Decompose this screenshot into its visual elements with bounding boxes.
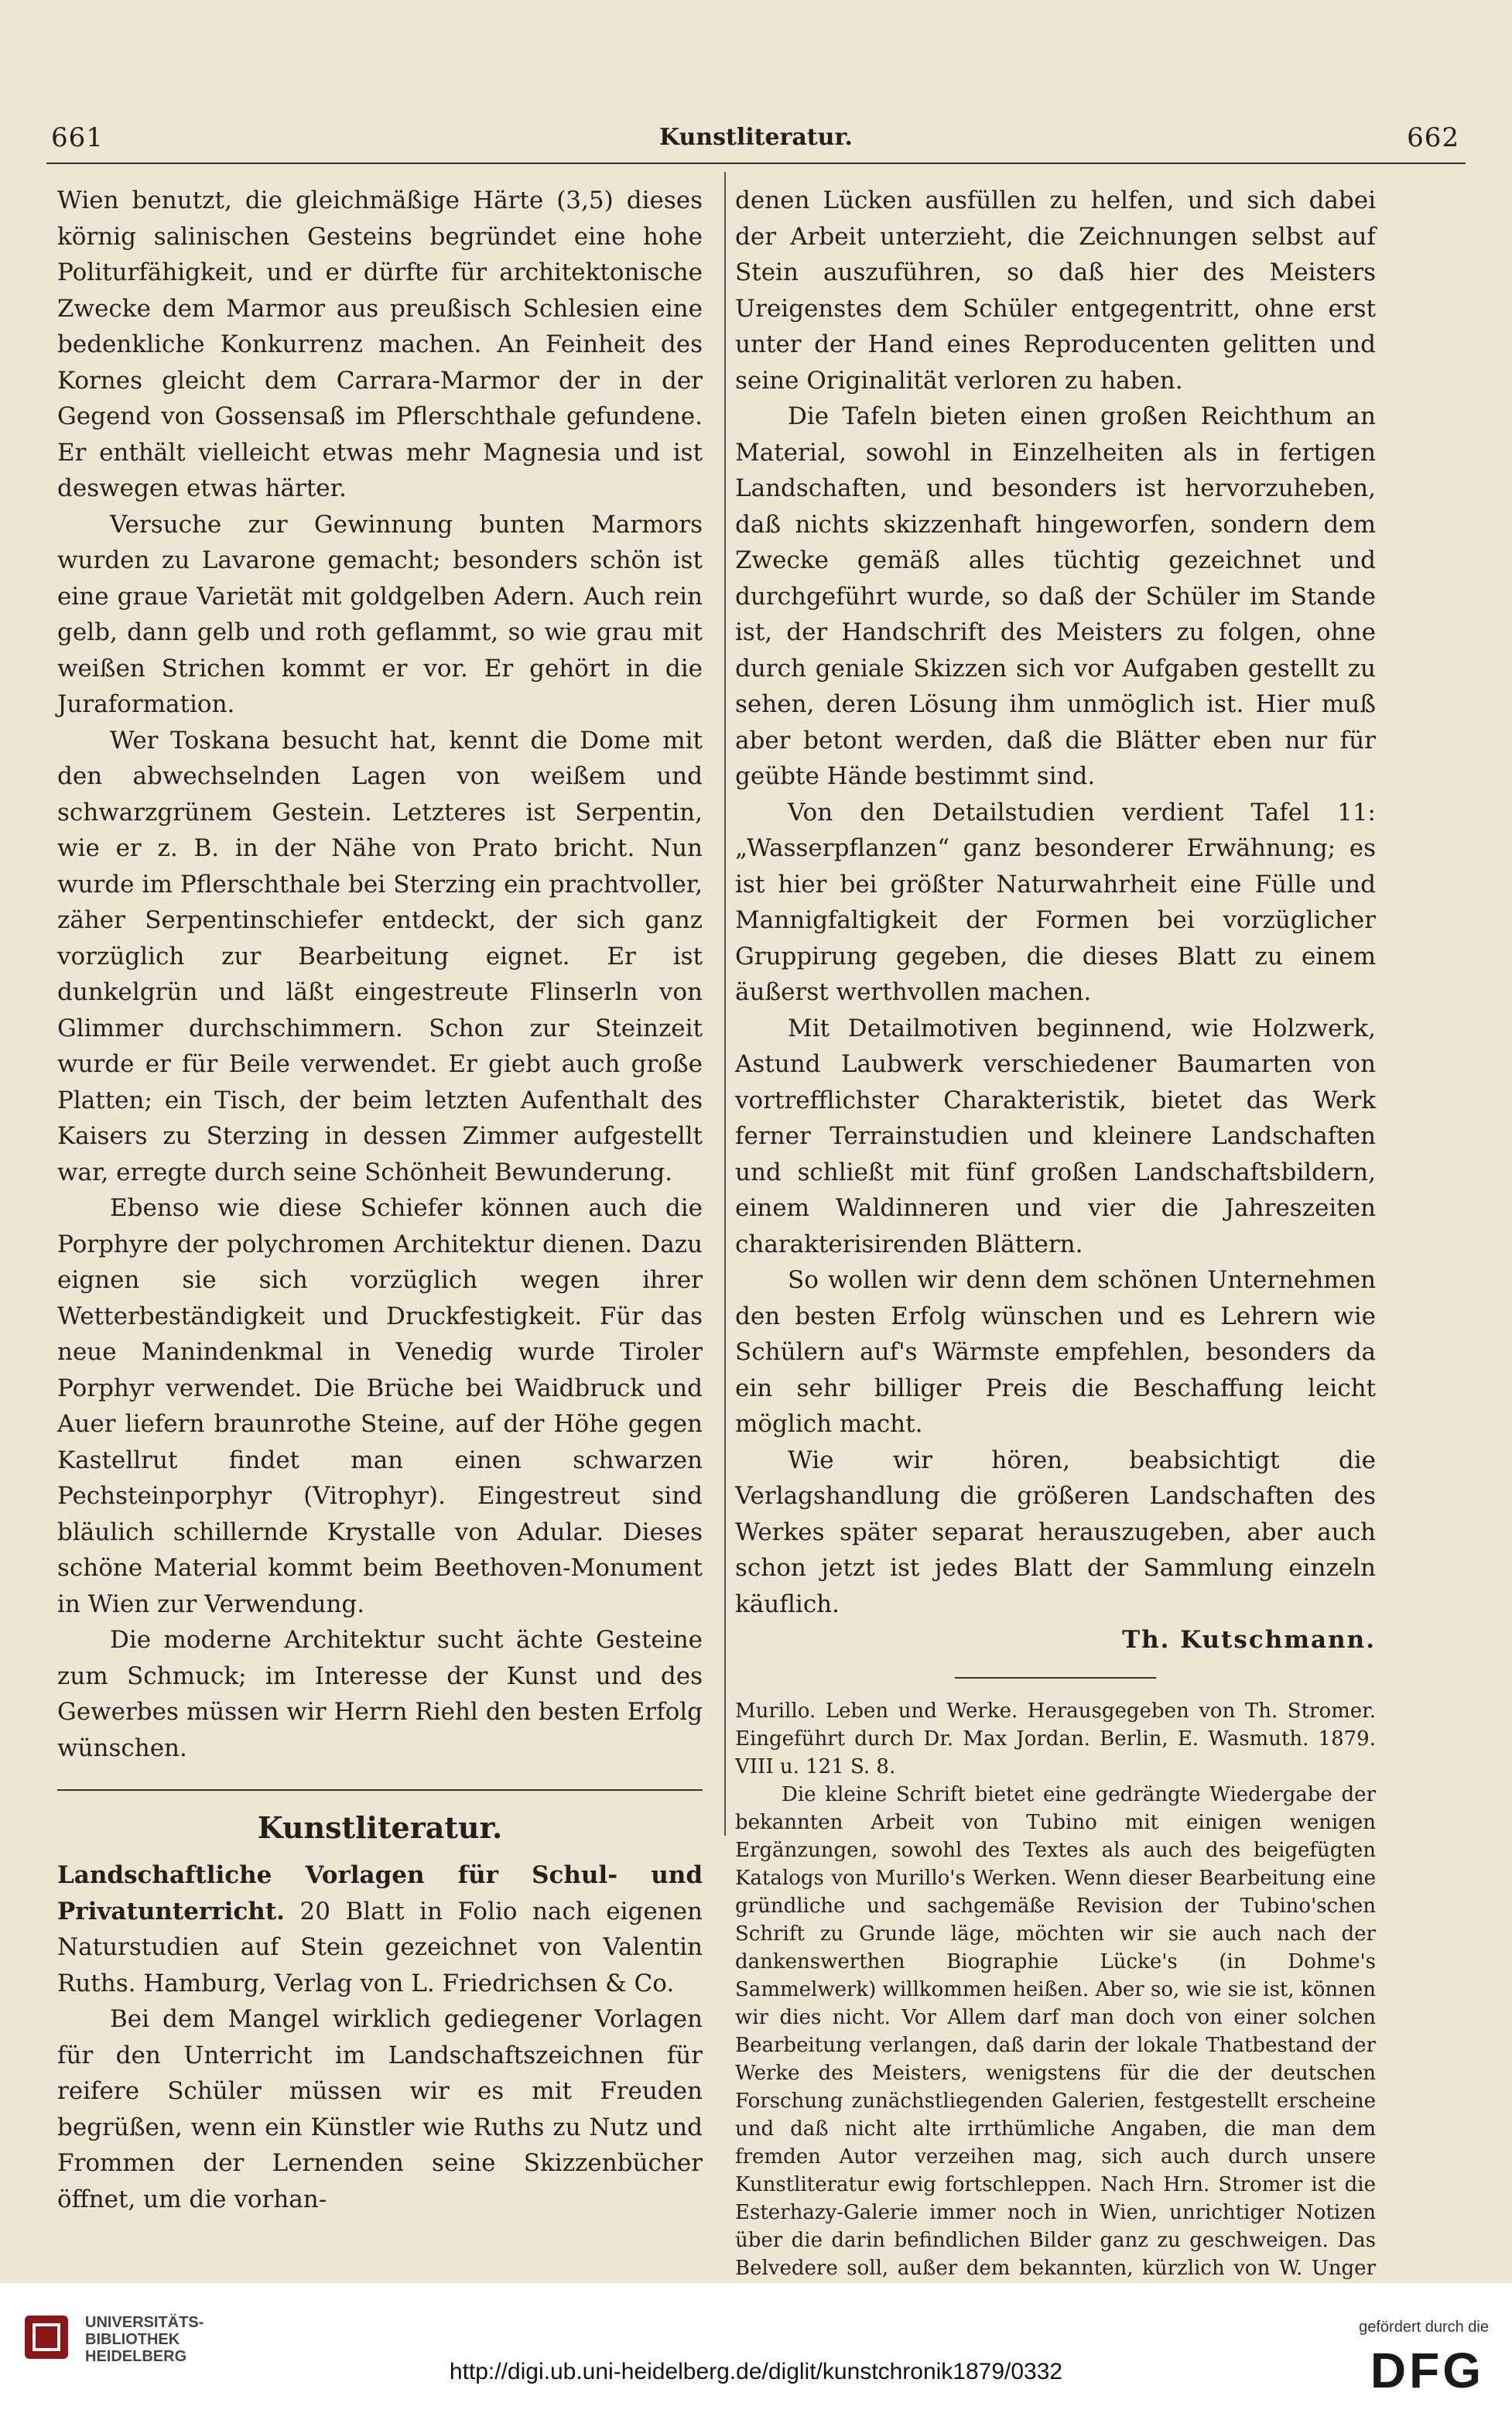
section-rule xyxy=(57,1789,703,1791)
column-divider xyxy=(724,172,726,1836)
page-number-right: 662 xyxy=(1407,122,1459,153)
institution-name: UNIVERSITÄTS- BIBLIOTHEK HEIDELBERG xyxy=(85,2314,204,2365)
paragraph: Die Tafeln bieten einen großen Reichthum an Material, sowohl in Einzelheiten als in fertigen Landschaften, und besonders ist hervorzuheben, daß nichts skizzenhaft hingeworfen, sondern dem Zwecke gemäß alles tüchtig gezeichnet und durchgeführt wurde, so daß der Schüler im Stande ist, der Handschrift des Meisters zu folgen, ohne durch geniale Skizzen sich vor Aufgaben gestellt zu sehen, deren Lösung ihm unmöglich ist. Hier muß aber betont werden, daß die Blätter eben nur für geübte Hände bestimmt sind. xyxy=(735,402,1376,790)
document-url[interactable]: http://digi.ub.uni-heidelberg.de/diglit/kunstchronik1879/0332 xyxy=(449,2359,1063,2384)
header-rule xyxy=(46,163,1466,164)
review-2-paragraph: Die kleine Schrift bietet eine gedrängte Wiedergabe der bekannten Arbeit von Tubino mit einigen wenigen Ergänzungen, sowohl des Textes als auch des beigefügten Katalogs von Murillo's Werken. Wenn dieser Bearbeitung eine gründliche und sachgemäße Revision der Tubino'schen Schrift zu Grunde läge, möchten wir sie auch nach der dankenswerthen Biographie Lücke's (in Dohme's Sammelwerk) willkommen heißen. Aber so, wie sie ist, können wir dies nicht. Vor Allem darf man doch von einer solchen Bearbeitung verlangen, daß darin der lokale Thatbestand der Werke des Meisters, wenigstens für die der deutschen Forschung zunächstliegenden Galerien, festgestellt erscheine und daß nicht alte irrthümliche Angaben, die man dem fremden Autor verzeihen mag, sich auch durch unsere Kunstliteratur ewig fortschleppen. Nach Hrn. Stromer ist die Esterhazy-Galerie immer noch in Wien, unrichtiger Notizen über die darin befindlichen Bilder ganz zu geschweigen. Das Belvedere soll, außer dem bekannten, kürzlich von W. Unger xyxy=(735,1782,1376,2280)
page-header xyxy=(46,116,1466,163)
review-citation: 20 Blatt in Folio nach eigenen Naturstudien auf Stein gezeichnet von Valentin Ruths. Hamburg, Verlag von L. Friedrichsen & Co. xyxy=(57,1897,703,1997)
paragraph: Ebenso wie diese Schiefer können auch die Porphyre der polychromen Architektur dienen. Dazu eignen sie sich vorzüglich wegen ihrer Wetterbeständigkeit und Druckfestigkeit. Für das neue Manindenkmal in Venedig wurde Tiroler Porphyr verwendet. Die Brüche bei Waidbruck und Auer liefern braunrothe Steine, auf der Höhe gegen Kastellrut findet man einen schwarzen Pechsteinporphyr (Vitrophyr). Eingestreut sind bläulich schillernde Krystalle von Adular. Dieses schöne Material kommt beim Beethoven-Monument in Wien zur Verwendung. xyxy=(57,1194,703,1618)
signature-line xyxy=(735,1622,1376,1658)
paragraph: Die moderne Architektur sucht ächte Gesteine zum Schmuck; im Interesse der Kunst und des Gewerbes müssen wir Herrn Riehl den besten Erfolg wünschen. xyxy=(57,1626,703,1762)
right-column xyxy=(735,183,1376,2366)
review-2-citation: Murillo. Leben und Werke. Herausgegeben von Th. Stromer. Eingeführt durch Dr. Max Jordan. Berlin, E. Wasmuth. 1879. VIII u. 121 S. 8. xyxy=(735,1699,1376,1778)
short-rule xyxy=(955,1677,1156,1679)
running-title: Kunstliteratur. xyxy=(659,124,853,151)
page-number-left: 661 xyxy=(51,122,104,153)
viewer-footer xyxy=(0,2283,1512,2420)
left-column xyxy=(57,183,703,2217)
paragraph: Wie wir hören, beabsichtigt die Verlagshandlung die größeren Landschaften des Werkes später separat herauszugeben, aber auch schon jetzt ist jedes Blatt der Sammlung einzeln käuflich. xyxy=(735,1446,1376,1618)
paragraph: Mit Detailmotiven beginnend, wie Holzwerk, Astund Laubwerk verschiedener Baumarten von vortrefflichster Charakteristik, bietet das Werk ferner Terrainstudien und kleinere Landschaften und schließt mit fünf großen Landschaftsbildern, einem Waldinneren und vier die Jahreszeiten charakterisirenden Blättern. xyxy=(735,1014,1376,1258)
sponsor-caption: gefördert durch die xyxy=(1359,2319,1489,2336)
review-2 xyxy=(735,1697,1376,2366)
paragraph: denen Lücken ausfüllen zu helfen, und sich dabei der Arbeit unterzieht, die Zeichnungen selbst auf Stein auszuführen, so daß hier des Meisters Ureigenstes dem Schüler entgegentritt, ohne erst unter der Hand eines Reproducenten gelitten und seine Originalität verloren zu haben. xyxy=(735,187,1376,395)
signature: Th. Kutschmann. xyxy=(1122,1626,1376,1654)
review-entry xyxy=(57,1857,703,2001)
university-seal-icon xyxy=(23,2314,70,2360)
paragraph: Versuche zur Gewinnung bunten Marmors wurden zu Lavarone gemacht; besonders schön ist eine graue Varietät mit goldgelben Adern. Auch rein gelb, dann gelb und roth geflammt, so wie grau mit weißen Strichen kommt er vor. Er gehört in die Juraformation. xyxy=(57,510,703,718)
paragraph: So wollen wir denn dem schönen Unternehmen den besten Erfolg wünschen und es Lehrern wie Schülern auf's Wärmste empfehlen, besonders da ein sehr billiger Preis die Beschaffung leicht möglich macht. xyxy=(735,1266,1376,1438)
review-heading: Landschaftliche Vorlagen für Schul- und Privatunterricht. xyxy=(57,1861,703,1925)
paragraph: Von den Detailstudien verdient Tafel 11: „Wasserpflanzen“ ganz besonderer Erwähnung; es ist hier bei größter Naturwahrheit eine Fülle und Mannigfaltigkeit der Formen bei vorzüglicher Gruppirung gegeben, die dieses Blatt zu einem äußerst werthvollen machen. xyxy=(735,798,1376,1006)
review-paragraph: Bei dem Mangel wirklich gediegener Vorlagen für den Unterricht im Landschaftszeichnen für reifere Schüler müssen wir es mit Freuden begrüßen, wenn ein Künstler wie Ruths zu Nutz und Frommen der Lernenden seine Skizzenbücher öffnet, um die vorhan- xyxy=(57,2005,703,2213)
paragraph: Wien benutzt, die gleichmäßige Härte (3,5) dieses körnig salinischen Gesteins begründet eine hohe Politurfähigkeit, und er dürfte für architektonische Zwecke dem Marmor aus preußisch Schlesien eine bedenkliche Konkurrenz machen. An Feinheit des Kornes gleicht dem Carrara-Marmor der in der Gegend von Gossensaß im Pflerschthale gefundene. Er enthält vielleicht etwas mehr Magnesia und ist deswegen etwas härter. xyxy=(57,187,703,502)
dfg-logo: DFG xyxy=(1370,2343,1484,2398)
section-title: Kunstliteratur. xyxy=(257,1810,503,1845)
paragraph: Wer Toskana besucht hat, kennt die Dome mit den abwechselnden Lagen von weißem und schwarzgrünem Gestein. Letzteres ist Serpentin, wie er z. B. in der Nähe von Prato bricht. Nun wurde im Pflerschthale bei Sterzing ein prachtvoller, zäher Serpentinschiefer entdeckt, der sich ganz vorzüglich zur Bearbeitung eignet. Er ist dunkelgrün und läßt eingestreute Flinserln von Glimmer durchschimmern. Schon zur Steinzeit wurde er für Beile verwendet. Er giebt auch große Platten; ein Tisch, der beim letzten Aufenthalt des Kaisers zu Sterzing in dessen Zimmer aufgestellt war, erregte durch seine Schönheit Bewunderung. xyxy=(57,726,703,1186)
